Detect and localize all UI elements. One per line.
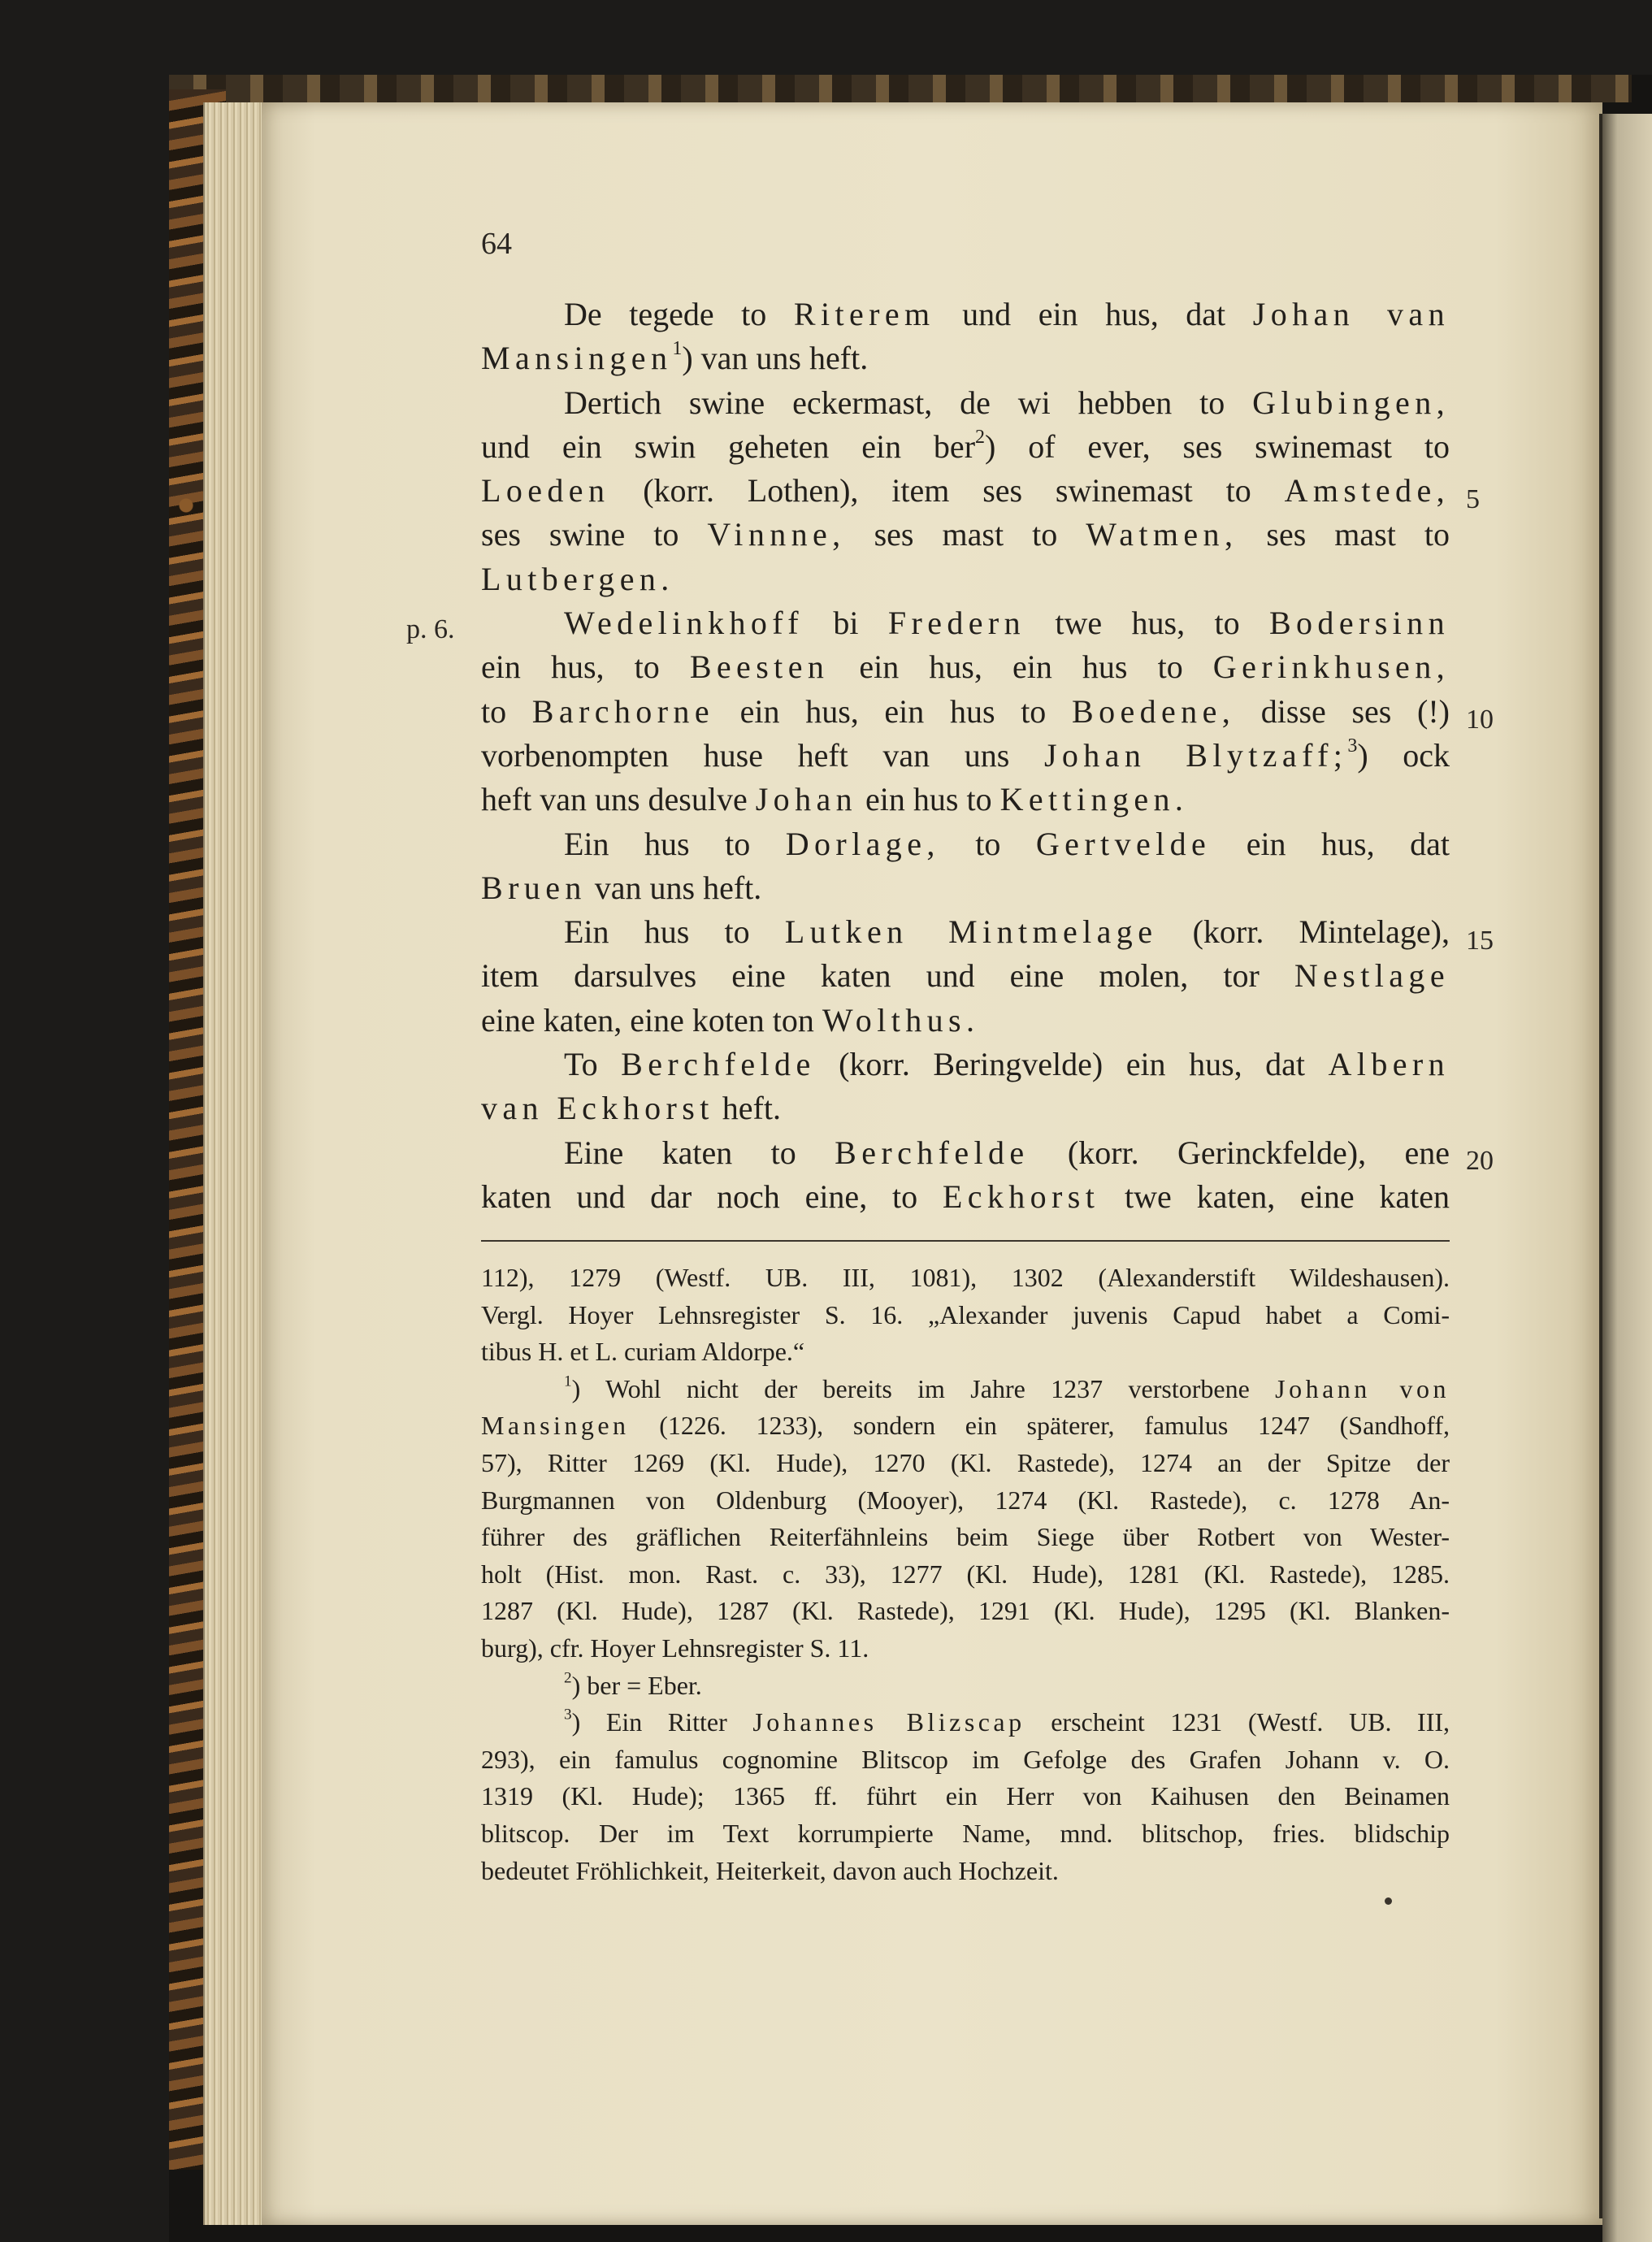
text-run: Ein hus to (564, 825, 786, 862)
line-number-20: 20 (1466, 1146, 1494, 1176)
text-line (481, 513, 1450, 557)
text-run: (korr. Lothen), item ses swinemast to (609, 472, 1285, 510)
spaced-name: Riterem (793, 296, 935, 332)
footnote-line (481, 1371, 1450, 1408)
line-number-10: 10 (1466, 705, 1494, 735)
spaced-name: van Eckhorst (481, 1090, 714, 1127)
spaced-name: Berchfelde (835, 1134, 1030, 1171)
spaced-name: Watmen, (1086, 516, 1238, 553)
footnote-line (481, 1741, 1450, 1779)
text-run: tibus H. et L. curiam Aldorpe.“ (481, 1337, 805, 1367)
text-run: und ein hus, dat (934, 296, 1253, 332)
text-line (481, 866, 1450, 910)
footnote-line (481, 1297, 1450, 1334)
text-run: 1287 (Kl. Hude), 1287 (Kl. Rastede), 1291 (Kl. Hude), 1295 (Kl. Blanken- (481, 1596, 1450, 1626)
footnote-marker: 3 (1347, 735, 1358, 757)
main-text (481, 293, 1450, 1219)
line-number-15: 15 (1466, 926, 1494, 956)
text-line (481, 910, 1450, 954)
text-run: burg), cfr. Hoyer Lehnsregister S. 11. (481, 1633, 869, 1663)
text-run: heft. (713, 1090, 781, 1127)
spaced-name: Bruen (481, 869, 587, 906)
text-line (481, 293, 1450, 336)
spaced-name: Johan (755, 781, 858, 818)
text-run: 1319 (Kl. Hude); 1365 ff. führt ein Herr von Kaihusen den Beinamen (481, 1781, 1450, 1811)
text-run: eine katen, eine koten ton (481, 1001, 822, 1039)
text-line (481, 1175, 1450, 1219)
footnote-line (481, 1519, 1450, 1556)
footnote-line (481, 1667, 1450, 1705)
footnote-marker: 2 (975, 426, 986, 448)
text-run: Dertich swine eckermast, de wi hebben to (564, 384, 1253, 421)
spaced-name: Lutbergen. (481, 560, 674, 597)
spaced-name: Nestlage (1294, 957, 1450, 995)
spaced-name: Kettingen. (999, 781, 1189, 818)
text-run: Burgmannen von Oldenburg (Mooyer), 1274 (Kl. Rastede), c. 1278 An- (481, 1485, 1450, 1515)
text-run: item darsulves eine katen und eine molen, tor (481, 957, 1294, 995)
text-line (481, 336, 1450, 380)
page-edges (203, 102, 263, 2225)
text-run: twe katen, eine katen (1099, 1177, 1450, 1215)
spaced-name: Fredern (887, 605, 1026, 642)
text-run: disse ses (!) (1235, 692, 1450, 730)
text-run: ein hus, ein hus to (713, 692, 1072, 730)
spaced-name: Mansingen (481, 340, 673, 377)
text-line (481, 425, 1450, 469)
text-run: holt (Hist. mon. Rast. c. 33), 1277 (Kl. Hude), 1281 (Kl. Rastede), 1285. (481, 1559, 1450, 1589)
text-run: ses mast to (1238, 516, 1450, 553)
footnote-line (481, 1815, 1450, 1853)
spaced-name: Mansingen (481, 1411, 630, 1441)
spaced-name: Barchorne (531, 692, 714, 730)
footnotes (481, 1260, 1450, 1889)
ink-spot (1385, 1897, 1392, 1905)
text-run: to (939, 825, 1036, 862)
spaced-name: Vinnne, (707, 516, 846, 553)
text-line (481, 557, 1450, 601)
text-run: ses swine to (481, 516, 708, 553)
spaced-name: Bodersinn (1268, 605, 1450, 642)
text-run: ein hus, ein hus to (829, 648, 1213, 686)
text-run: (korr. Gerinckfelde), ene (1029, 1134, 1450, 1171)
text-line (481, 734, 1450, 778)
text-run: 57), Ritter 1269 (Kl. Hude), 1270 (Kl. Rastede), 1274 an der Spitze der (481, 1447, 1450, 1477)
text-run: ) of ever, ses swinemast to (985, 427, 1450, 465)
spaced-name: Eckhorst (942, 1177, 1100, 1215)
text-run: bi (804, 605, 888, 642)
text-run: ) van uns heft. (682, 340, 869, 377)
text-run: und ein swin geheten ein ber (481, 427, 976, 465)
spaced-name: Amstede, (1284, 472, 1450, 510)
spaced-name: Albern (1328, 1046, 1450, 1083)
text-run: (1226. 1233), sondern ein späterer, famulus 1247 (Sandhoff, (629, 1411, 1450, 1441)
text-run: katen und dar noch eine, to (481, 1177, 943, 1215)
footnote-line (481, 1593, 1450, 1630)
spaced-name: Gertvelde (1035, 825, 1212, 862)
text-run: ses mast to (845, 516, 1086, 553)
spaced-name: Gerinkhusen, (1212, 648, 1450, 686)
text-run: To (564, 1046, 622, 1083)
footnote-marker: 1 (564, 1373, 572, 1390)
gutter-shadow (1599, 114, 1602, 2218)
text-run: erscheint 1231 (Westf. UB. III, (1025, 1707, 1450, 1737)
text-line (481, 469, 1450, 513)
text-line (481, 1043, 1450, 1086)
text-line (481, 778, 1450, 822)
text-run: Ein hus to (564, 913, 785, 951)
text-run: 112), 1279 (Westf. UB. III, 1081), 1302 (Alexanderstift Wildeshausen). (481, 1263, 1450, 1292)
spaced-name: Berchfelde (621, 1046, 816, 1083)
text-line (481, 954, 1450, 998)
text-line (481, 1131, 1450, 1175)
text-run: ) Wohl nicht der bereits im Jahre 1237 verstorbene (571, 1373, 1276, 1403)
footnote-line (481, 1407, 1450, 1445)
text-run: ein hus, dat (1211, 825, 1450, 862)
text-run: ein hus, to (481, 648, 690, 686)
text-run: vorbenompten huse heft van uns (481, 736, 1044, 774)
spaced-name: Boedene, (1071, 692, 1236, 730)
footnote-line (481, 1445, 1450, 1482)
footnote-marker: 1 (672, 338, 683, 360)
text-line (481, 381, 1450, 425)
spaced-name: Lutken Mintmelage (784, 913, 1158, 951)
footnote-line (481, 1853, 1450, 1890)
line-number-5: 5 (1466, 484, 1480, 514)
spaced-name: Johan Blytzaff; (1043, 736, 1348, 774)
spaced-name: Johann von (1275, 1373, 1450, 1403)
text-run: Eine katen to (564, 1134, 835, 1171)
text-run: to (481, 692, 532, 730)
text-run: führer des gräflichen Reiterfähnleins beim Siege über Rotbert von Wester- (481, 1522, 1450, 1552)
spaced-name: Beesten (689, 648, 830, 686)
footnote-rule (481, 1240, 1450, 1242)
text-line (481, 690, 1450, 734)
footnote-line (481, 1482, 1450, 1520)
spaced-name: Wedelinkhoff (564, 605, 804, 642)
margin-source-reference: p. 6. (406, 614, 455, 644)
text-run: De tegede to (564, 296, 794, 332)
footnote-line (481, 1778, 1450, 1815)
text-run: ein hus to (857, 781, 1000, 818)
footnote-marker: 3 (564, 1706, 572, 1724)
text-line (481, 1086, 1450, 1130)
text-run: blitscop. Der im Text korrumpierte Name, mnd. blitschop, fries. blidschip (481, 1818, 1450, 1848)
text-line (481, 999, 1450, 1043)
text-run: van uns heft. (586, 869, 762, 906)
text-run: bedeutet Fröhlichkeit, Heiterkeit, davon auch Hochzeit. (481, 1855, 1059, 1885)
page-number: 64 (481, 227, 512, 261)
text-run: Vergl. Hoyer Lehnsregister S. 16. „Alexander juvenis Capud habet a Comi- (481, 1299, 1450, 1329)
text-line (481, 822, 1450, 866)
cover-marbled-edge (169, 75, 1632, 102)
text-run: twe hus, to (1025, 605, 1269, 642)
text-run: heft van uns desulve (481, 781, 756, 818)
footnote-line (481, 1704, 1450, 1741)
spaced-name: Johan van (1252, 296, 1450, 332)
text-line (481, 645, 1450, 689)
spaced-name: Loeden (481, 472, 610, 510)
facing-page-edge (1602, 114, 1652, 2242)
spaced-name: Wolthus. (822, 1001, 980, 1039)
text-run: ) ber = Eber. (571, 1670, 702, 1700)
spaced-name: Glubingen, (1252, 384, 1450, 421)
text-run: ) Ein Ritter (571, 1707, 753, 1737)
text-run: (korr. Beringvelde) ein hus, dat (815, 1046, 1329, 1083)
text-run: (korr. Mintelage), (1157, 913, 1450, 951)
text-run: 293), ein famulus cognomine Blitscop im Gefolge des Grafen Johann v. O. (481, 1744, 1450, 1774)
text-line (481, 601, 1450, 645)
footnote-line (481, 1333, 1450, 1371)
footnote-line (481, 1556, 1450, 1594)
text-run: ) ock (1357, 736, 1450, 774)
footnote-line (481, 1630, 1450, 1667)
spaced-name: Dorlage, (785, 825, 940, 862)
footnote-marker: 2 (564, 1669, 572, 1687)
footnote-line (481, 1260, 1450, 1297)
spaced-name: Johannes Blizscap (752, 1707, 1025, 1737)
